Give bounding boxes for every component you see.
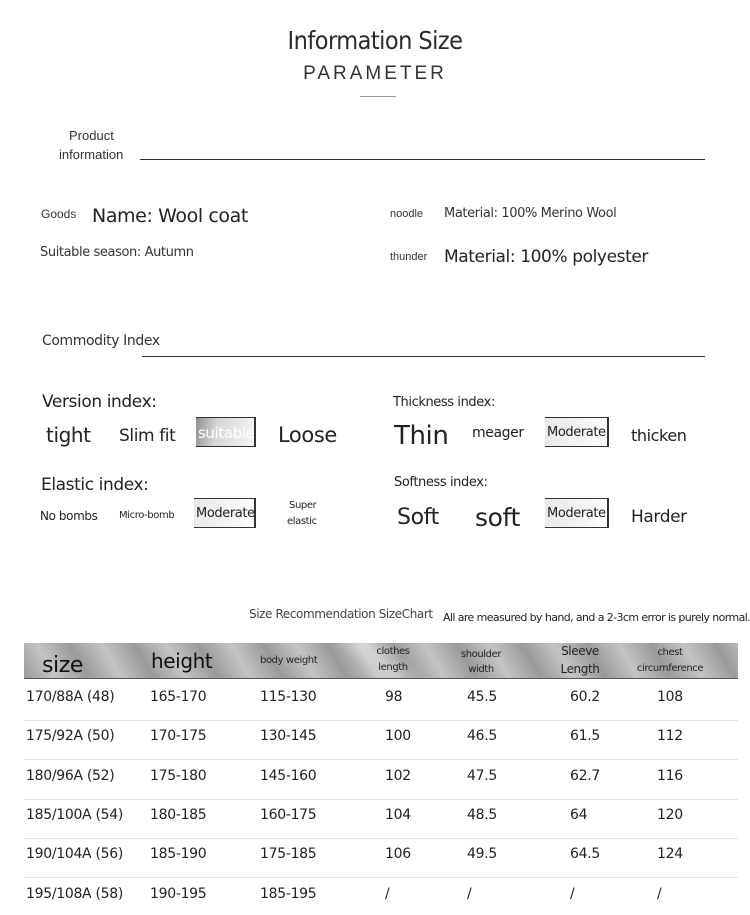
version-option-slim-fit: Slim fit [119,426,176,446]
page-title: Information Size [287,26,463,55]
elastic-option-moderate-selected: Moderate [194,498,256,528]
table-cell: 61.5 [570,728,600,745]
thickness-option-moderate-selected: Moderate [545,417,609,447]
table-cell: 60.2 [570,689,600,705]
table-cell: 45.5 [467,689,497,705]
th-body-weight: body weight [260,655,318,666]
table-cell: 130-145 [260,728,317,745]
product-info-label-line2: information [59,147,124,162]
table-cell: 49.5 [467,846,497,863]
table-cell: / [657,885,662,902]
table-cell: 124 [657,846,683,863]
elastic-option-elastic: elastic [287,516,317,527]
table-cell: 185/100A (54) [26,806,124,823]
table-cell: 195/108A (58) [26,885,124,902]
softness-option-soft-1: Soft [397,505,439,530]
product-name: Name: Wool coat [92,205,248,227]
suitable-season: Suitable season: Autumn [40,245,194,260]
thickness-option-thin: Thin [394,421,449,451]
size-chart-note: All are measured by hand, and a 2-3cm error is purely normal. [443,611,750,624]
elastic-option-micro-bomb: Micro-bomb [119,510,175,521]
table-cell: / [467,885,472,902]
table-cell: 112 [657,728,683,745]
table-cell: / [385,885,390,902]
size-table-header [24,643,738,679]
product-info-label-line1: Product [69,128,114,143]
table-cell: 48.5 [467,806,497,823]
table-row-divider [24,799,738,800]
thunder-label: thunder [390,251,428,263]
table-cell: 185-190 [150,846,207,863]
size-chart-title: Size Recommendation SizeChart [249,607,433,621]
version-option-loose: Loose [278,423,337,447]
table-cell: 62.7 [570,767,600,784]
thickness-option-thicken: thicken [631,426,687,445]
table-cell: 145-160 [260,767,317,784]
softness-option-moderate-selected: Moderate [545,498,609,528]
table-cell: 102 [385,767,411,784]
goods-label: Goods [41,207,77,221]
th-length: length [378,662,408,673]
noodle-label: noodle [390,208,424,220]
table-cell: 46.5 [467,728,497,745]
table-cell: 120 [657,806,683,823]
th-clothes: clothes [376,646,410,657]
th-sleeve: Sleeve [561,644,599,658]
table-row-divider [24,877,738,878]
table-cell: 190-195 [150,885,207,902]
table-row-divider [24,720,738,721]
table-cell: 170-175 [150,728,207,745]
page-subtitle: PARAMETER [303,63,447,84]
table-cell: 108 [657,689,683,705]
version-option-suitable-selected: suitable [196,417,256,447]
table-cell: 175-180 [150,767,207,784]
version-index-label: Version index: [42,392,157,412]
commodity-index-rule [142,356,705,357]
table-cell: / [570,885,575,902]
table-cell: 160-175 [260,806,317,823]
th-sleeve-length: Length [560,662,600,676]
table-cell: 180/96A (52) [26,767,115,784]
table-cell: 106 [385,846,411,863]
softness-option-soft-2: soft [475,503,520,532]
table-cell: 115-130 [260,689,317,705]
table-cell: 165-170 [150,689,207,705]
th-chest: chest [657,647,683,658]
material-2: Material: 100% polyester [444,247,649,267]
elastic-option-no-bombs: No bombs [40,509,98,523]
elastic-option-super: Super [289,500,317,511]
table-cell: 116 [657,767,683,784]
softness-option-harder: Harder [631,507,687,527]
th-shoulder: shoulder [460,649,502,660]
table-cell: 175-185 [260,846,317,863]
thickness-index-label: Thickness index: [393,395,495,410]
table-row-divider [24,759,738,760]
elastic-index-label: Elastic index: [41,475,149,495]
product-info-rule [140,159,705,160]
table-cell: 185-195 [260,885,317,902]
table-cell: 175/92A (50) [26,728,115,745]
table-cell: 104 [385,806,411,823]
softness-index-label: Softness index: [394,475,488,490]
th-size: size [42,653,84,678]
th-height: height [151,649,213,673]
version-option-tight: tight [46,423,91,447]
material-1: Material: 100% Merino Wool [444,206,617,221]
title-divider [360,96,396,97]
table-cell: 180-185 [150,806,207,823]
table-row-divider [24,838,738,839]
table-cell: 47.5 [467,767,497,784]
th-width: width [468,664,494,675]
table-cell: 64 [570,806,588,823]
th-circumference: circumference [636,663,704,674]
table-cell: 170/88A (48) [26,689,115,705]
table-cell: 190/104A (56) [26,846,124,863]
table-cell: 98 [385,689,403,705]
table-cell: 64.5 [570,846,600,863]
commodity-index-label: Commodity Index [42,333,160,349]
table-cell: 100 [385,728,411,745]
thickness-option-meager: meager [472,425,524,441]
